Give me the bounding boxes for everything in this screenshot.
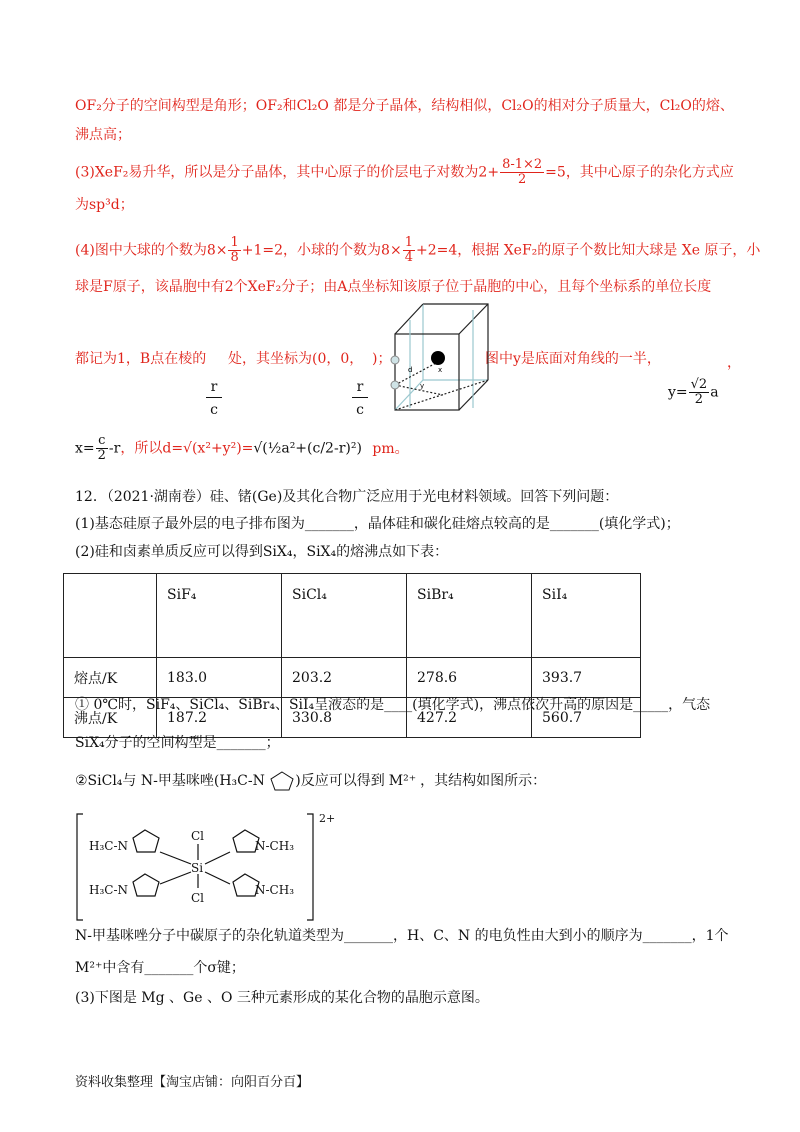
label-y: y [420, 382, 425, 390]
cl-bottom: Cl [191, 891, 205, 905]
cl-top: Cl [191, 829, 205, 843]
table-cell: 427.2 [407, 698, 532, 738]
q12-sub-1b: SiX₄分子的空间构型是_______； [75, 735, 280, 751]
table-cell: 330.8 [282, 698, 407, 738]
q12-sub-2c: M²⁺中含有_______个σ键； [75, 960, 245, 976]
table-cell: 沸点/K [64, 698, 157, 738]
solution-line-7a: 都记为1，B点在棱的 [75, 351, 207, 367]
solution-line-1: OF₂分子的空间构型是角形；OF₂和Cl₂O 都是分子晶体，结构相似，Cl₂O的相对分子质量大，Cl₂O的熔、 [75, 98, 734, 114]
label-x: x [438, 366, 443, 374]
table-header-cell [64, 574, 157, 658]
xef2-unit-cell-figure [388, 300, 493, 412]
methyl-left-top: H₃C-N [89, 839, 129, 853]
label-d: d [408, 366, 413, 374]
table-header-cell: SiBr₄ [407, 574, 532, 658]
fraction-r-over-c-1: r c [206, 379, 222, 418]
table-cell: 278.6 [407, 658, 532, 698]
methyl-right-bottom: N-CH₃ [255, 883, 295, 897]
q12-sub-2b: N-甲基咪唑分子中碳原子的杂化轨道类型为_______，H、C、N 的电负性由大到小的顺序为_______，1个 [75, 928, 729, 944]
solution-line-7d: 图中y是底面对角线的一半， [485, 351, 661, 367]
solution-line-3: (3)XeF₂易升华，所以是分子晶体，其中心原子的价层电子对数为2+ $\frac{8-1\times 2}{2}$ =5，其中心原子的杂化方式应 [75, 157, 734, 187]
q12-sub-1: ① 0℃时，SiF₄、SiCl₄、SiBr₄、SiI₄呈液态的是____(填化学式)，沸点依次升高的原因是_____，气态 [75, 697, 711, 713]
m2-plus-structure [75, 808, 335, 926]
solution-line-5: (4)图中大球的个数为8× $\frac{1}{8}$ +1=2，小球的个数为8× $\frac{1}{4}$ +2=4，根据 XeF₂的原子个数比知大球是 Xe 原子，小 [75, 235, 761, 265]
table-row [64, 658, 641, 698]
atom-side-2 [391, 381, 399, 389]
solution-line-7b: 处，其坐标为(0，0， [228, 351, 364, 367]
footer: 资料收集整理【淘宝店铺：向阳百分百】 [75, 1075, 310, 1090]
q12-part-2: (2)硅和卤素单质反应可以得到SiX₄，SiX₄的熔沸点如下表： [75, 544, 449, 560]
atom-a [431, 351, 445, 365]
methyl-left-bottom: H₃C-N [89, 883, 129, 897]
table-header-cell: SiF₄ [157, 574, 282, 658]
table-cell: 393.7 [532, 658, 641, 698]
si-label: Si [191, 861, 204, 875]
solution-line-6: 球是F原子，该晶胞中有2个XeF₂分子；由A点坐标知该原子位于晶胞的中心，且每个坐标系的单位长度 [75, 279, 712, 295]
q12-heading: 12．（2021·湖南卷）硅、锗(Ge)及其化合物广泛应用于光电材料领域。回答下列问题： [75, 489, 619, 505]
solution-line-7e: ， [727, 355, 741, 371]
q12-part-3: (3)下图是 Mg 、Ge 、O 三种元素形成的某化合物的晶胞示意图。 [75, 990, 489, 1006]
x-d-formula: x= $\frac{c}{2}$ -r，所以d=√(x²+y²)=√(½a²+(c/2-r)²) pm。 [75, 433, 409, 463]
table-header-cell: SiI₄ [532, 574, 641, 658]
table-cell: 203.2 [282, 658, 407, 698]
table-cell: 183.0 [157, 658, 282, 698]
table-cell: 560.7 [532, 698, 641, 738]
y-formula: y= $\frac{√2}{2}$ a [668, 377, 719, 407]
q12-sub-2: ②SiCl₄与 N-甲基咪唑(H₃C-N )反应可以得到 M²⁺ ，其结构如图所示： [75, 770, 546, 792]
charge-label: 2+ [319, 812, 335, 825]
table-header-cell: SiCl₄ [282, 574, 407, 658]
table-cell: 熔点/K [64, 658, 157, 698]
solution-line-4: 为sp³d； [75, 197, 134, 213]
solution-line-2: 沸点高； [75, 127, 131, 143]
solution-line-7c: )； [372, 351, 392, 367]
table-cell: 187.2 [157, 698, 282, 738]
fraction-r-over-c-2: r c [352, 379, 368, 418]
atom-side-1 [391, 356, 399, 364]
q12-part-1: (1)基态硅原子最外层的电子排布图为_______，晶体硅和碳化硅熔点较高的是_______(填化学式)； [75, 516, 680, 532]
methyl-right-top: N-CH₃ [255, 839, 295, 853]
imidazole-ring-icon [269, 770, 295, 792]
